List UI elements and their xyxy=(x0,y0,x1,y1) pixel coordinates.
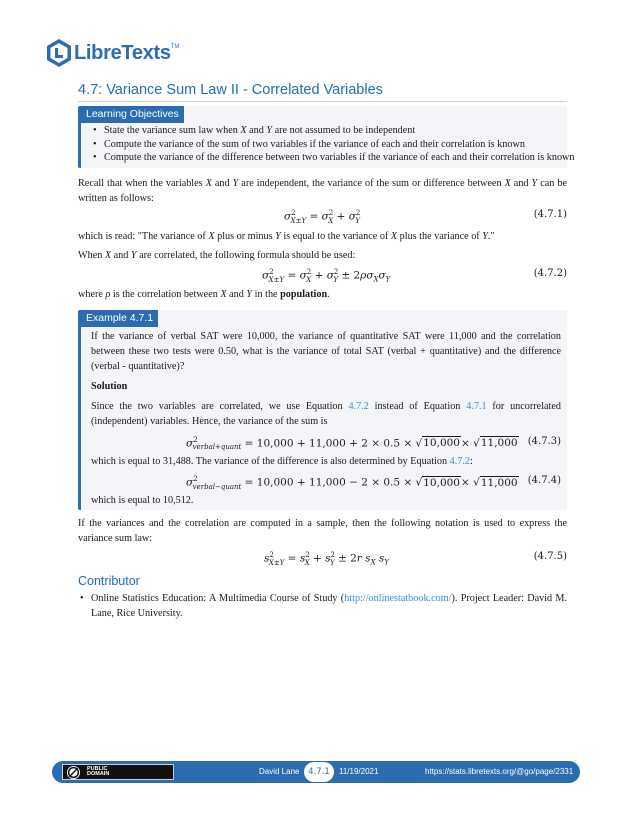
badge-label: PUBLIC DOMAIN xyxy=(87,765,110,777)
equation-link[interactable]: 4.7.2 xyxy=(348,401,369,413)
equation-number: (4.7.4) xyxy=(527,475,561,487)
equation-number: (4.7.3) xyxy=(527,435,561,447)
equation-number: (4.7.2) xyxy=(533,268,567,279)
result-paragraph: which is equal to 31,488. The variance of the difference is also determined by Equation 4.7.2: xyxy=(91,455,473,467)
solution-label: Solution xyxy=(91,381,128,393)
sample-paragraph: If the variances and the correlation are computed in a sample, then the following notation is used to express the variance sum law: xyxy=(78,518,567,544)
title-divider xyxy=(78,101,567,102)
contributor-item: • Online Statistics Education: A Multimedia Course of Study (http://onlinestatbook.com/). Project Leader: David M. Lane, Rice University. xyxy=(78,592,567,622)
equation-4-7-5: $s^2_{X\pm Y} = s^2_X + s^2_Y \pm 2r$ $s_X$ $s_Y$ (4.7.5) xyxy=(264,551,567,567)
solution-paragraph: Since the two variables are correlated, we use Equation 4.7.2 instead of Equation 4.7.1 for uncorrelated (independent) variables. Hence, the variance of the sum is xyxy=(91,401,561,427)
footer-date: 11/19/2021 xyxy=(339,767,379,776)
equation-4-7-4: $\sigma^2_{verbal-quant} = 10,000 + 11,000 - 2 \times 0.5 \times √10,000\times √11,000$ (4.7.4) xyxy=(186,475,561,492)
equation-link[interactable]: 4.7.2 xyxy=(449,455,471,467)
equation-number: (4.7.1) xyxy=(533,209,567,220)
libretexts-logo[interactable] xyxy=(46,38,179,68)
intro-paragraph: Recall that when the variables X and Y are independent, the variance of the sum or difference between X and Y can be written as follows: xyxy=(78,178,567,204)
equation-4-7-3: $\sigma^2_{verbal+quant} = 10,000 + 11,000 + 2 \times 0.5 \times √10,000\times √11,000$ (4.7.3) xyxy=(186,435,561,452)
public-domain-badge[interactable] xyxy=(62,764,174,780)
learning-objectives-box xyxy=(78,106,575,168)
public-domain-icon xyxy=(66,765,81,780)
equation-number: (4.7.5) xyxy=(533,551,567,562)
page-footer xyxy=(52,761,580,783)
objectives-list xyxy=(93,124,575,165)
example-box xyxy=(78,310,567,510)
equation-link[interactable]: 4.7.1 xyxy=(466,401,487,413)
footer-page-number: 4.7.1 xyxy=(304,762,334,782)
objective-item: • Compute the variance of the difference between two variables if the variance of each and their correlation is known xyxy=(93,151,575,165)
read-as-paragraph: which is read: "The variance of X plus or minus Y is equal to the variance of X plus the variance of Y." xyxy=(78,231,495,242)
result-paragraph: which is equal to 10,512. xyxy=(91,495,194,507)
example-question: If the variance of verbal SAT were 10,000, the variance of quantitative SAT were 11,000 and the correlation between these two tests were 0.50, what is the variance of total SAT (verbal + quantitative) and the difference (verbal - quantitative)? xyxy=(91,331,561,372)
where-paragraph: where ρ is the correlation between X and Y in the population. xyxy=(78,289,330,300)
logo-trademark: TM xyxy=(170,43,180,50)
equation-4-7-1: $\sigma^2_{X\pm Y} = \sigma^2_X + \sigma^2_Y$ (4.7.1) xyxy=(284,209,567,225)
correlated-paragraph: When X and Y are correlated, the following formula should be used: xyxy=(78,250,356,261)
logo-text: LibreTexts xyxy=(74,41,171,64)
equation-4-7-2: $\sigma^2_{X\pm Y} = \sigma^2_X + \sigma^2_Y \pm 2\rho\sigma_X\sigma_Y$ (4.7.2) xyxy=(262,268,567,284)
objective-item: • State the variance sum law when X and Y are not assumed to be independent xyxy=(93,124,575,138)
footer-author: David Lane xyxy=(259,767,300,776)
contributor-list xyxy=(78,592,567,622)
libretexts-logo-icon xyxy=(46,38,72,68)
footer-url[interactable]: https://stats.libretexts.org/@go/page/2331 xyxy=(425,767,574,776)
objective-item: • Compute the variance of the sum of two variables if the variance of each and their correlation is known xyxy=(93,138,575,152)
onlinestatbook-link[interactable]: http://onlinestatbook.com/ xyxy=(344,593,452,604)
page-title: 4.7: Variance Sum Law II - Correlated Variables xyxy=(78,82,383,98)
example-tag: Example 4.7.1 xyxy=(81,310,158,327)
learning-objectives-tag: Learning Objectives xyxy=(81,106,184,123)
contributor-heading: Contributor xyxy=(78,574,140,588)
